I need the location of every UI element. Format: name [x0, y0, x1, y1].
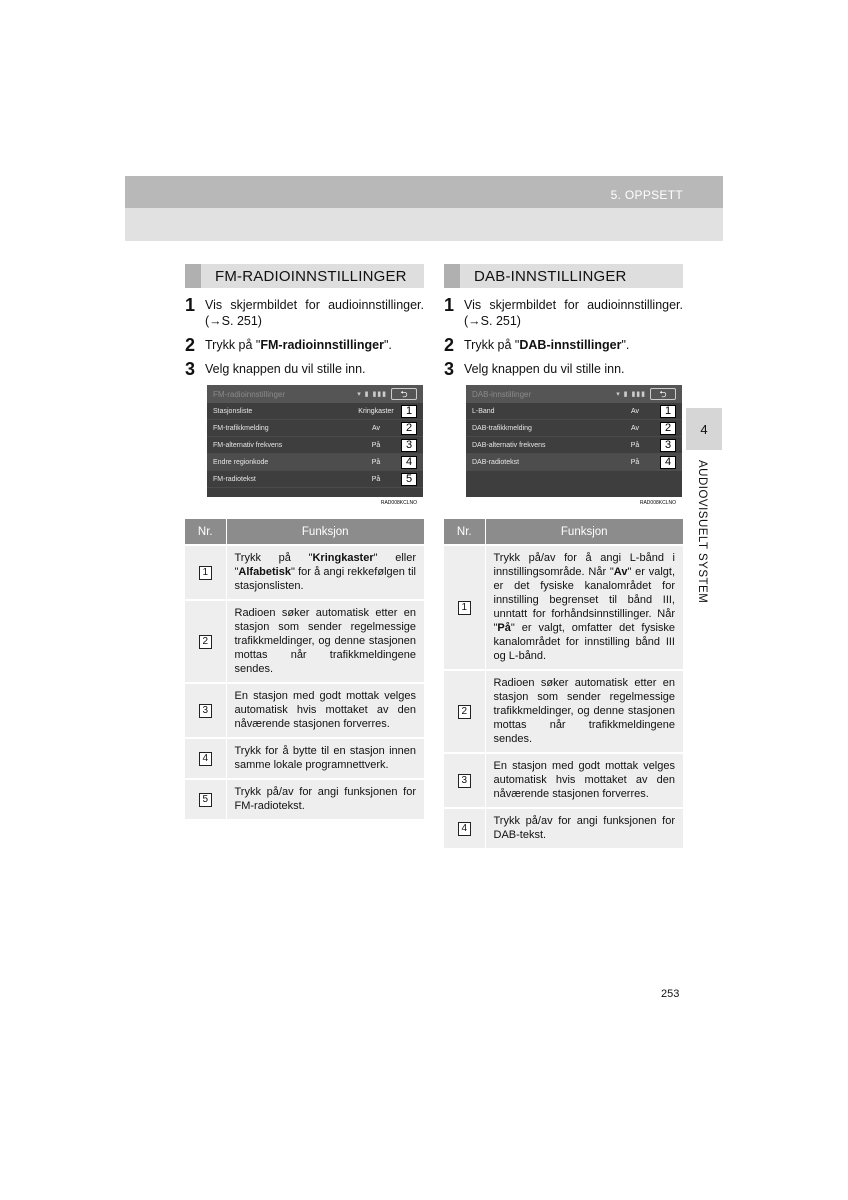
row-function-text: [226, 545, 424, 600]
chapter-label: AUDIOVISUELT SYSTEM: [696, 460, 708, 604]
step: [185, 361, 424, 377]
step: [444, 361, 683, 377]
image-code: RAD008KCLNO: [380, 500, 417, 506]
row-number-cell: [185, 779, 226, 819]
setting-label: L-Band: [472, 407, 495, 415]
screen-header: [207, 385, 423, 403]
table-row: [444, 545, 683, 670]
function-text-bold: Alfabetisk: [238, 566, 291, 578]
back-button[interactable]: ⮌: [391, 388, 417, 400]
callout-number: 4: [660, 456, 676, 469]
dab-steps: [444, 297, 683, 377]
callout-number: 2: [660, 422, 676, 435]
screen-setting-row[interactable]: [207, 403, 423, 420]
image-code: RAD008KCLNO: [639, 500, 676, 506]
row-function-text: [226, 779, 424, 819]
step-text: [464, 337, 683, 353]
setting-value: Kringkaster: [358, 407, 394, 415]
chapter-tab: [686, 408, 722, 450]
row-number: 2: [458, 705, 471, 719]
row-function-text: [485, 670, 683, 753]
screen-title: DAB-innstillinger: [472, 389, 532, 399]
header-subbar: [125, 208, 723, 241]
row-function-text: [485, 753, 683, 808]
row-number: 2: [199, 635, 212, 649]
row-number: 4: [458, 822, 471, 836]
function-text-bold: Av: [613, 566, 628, 578]
step-text-bold: FM-radioinnstillinger: [260, 338, 384, 352]
screen-setting-row[interactable]: [466, 403, 682, 420]
setting-label: DAB-trafikkmelding: [472, 424, 532, 432]
screen-setting-row[interactable]: [466, 420, 682, 437]
row-function-text: [485, 808, 683, 848]
function-text: Trykk på ": [234, 552, 313, 564]
function-text: " for å angi rekkefølgen til stasjonslisten.: [234, 566, 416, 592]
step-number: 3: [185, 359, 196, 379]
function-text: En stasjon med godt mottak velges automatisk hvis mottaket av den nåværende stasjonen forverres.: [493, 760, 675, 800]
row-number: 3: [458, 774, 471, 788]
row-number-cell: [185, 600, 226, 683]
row-number: 1: [458, 601, 471, 615]
col-header-nr: Nr.: [185, 519, 226, 545]
function-text: Trykk for å bytte til en stasjon innen samme lokale programnettverk.: [234, 745, 416, 771]
step-number: 1: [444, 295, 455, 315]
signal-icon: ▾ ▮ ▮▮▮: [616, 391, 646, 398]
row-number-cell: [185, 738, 226, 779]
col-header-function: Funksjon: [226, 519, 424, 545]
setting-label: FM-radiotekst: [213, 475, 256, 483]
setting-value: Av: [371, 424, 381, 432]
row-function-text: [226, 738, 424, 779]
row-function-text: [226, 683, 424, 738]
fm-settings-screenshot: [207, 385, 423, 506]
step-number: 3: [444, 359, 455, 379]
setting-label: DAB-radiotekst: [472, 458, 520, 466]
table-row: [444, 670, 683, 753]
screen-setting-row[interactable]: [207, 420, 423, 437]
screen-setting-row[interactable]: [466, 437, 682, 454]
chapter-number: 4: [700, 421, 708, 437]
setting-label: FM-trafikkmelding: [213, 424, 269, 432]
table-row: [444, 753, 683, 808]
step-text: Velg knappen du vil stille inn.: [464, 362, 625, 376]
setting-value: På: [371, 458, 381, 466]
function-text: En stasjon med godt mottak velges automatisk hvis mottaket av den nåværende stasjonen forverres.: [234, 690, 416, 730]
dab-settings-screenshot: [466, 385, 682, 506]
callout-number: 5: [401, 473, 417, 486]
step: [185, 337, 424, 353]
fm-section-title: FM-RADIOINNSTILLINGER: [185, 264, 424, 288]
callout-number: 1: [401, 405, 417, 418]
screen-title: FM-radioinnstillinger: [213, 389, 286, 399]
table-row: [185, 545, 424, 600]
setting-value: På: [371, 441, 381, 449]
table-row: [185, 683, 424, 738]
col-header-nr: Nr.: [444, 519, 485, 545]
screen-status-icons: [357, 388, 417, 400]
function-text: Trykk på/av for angi funksjonen for FM-radiotekst.: [234, 786, 416, 812]
function-text: " eller ": [234, 552, 416, 578]
row-number: 1: [199, 566, 212, 580]
callout-number: 2: [401, 422, 417, 435]
screen-status-icons: [616, 388, 676, 400]
row-number-cell: [444, 670, 485, 753]
function-text: Trykk på/av for angi funksjonen for DAB-tekst.: [493, 815, 675, 841]
step-text: Velg knappen du vil stille inn.: [205, 362, 366, 376]
row-number-cell: [444, 808, 485, 848]
step-number: 2: [444, 335, 455, 355]
signal-icon: ▾ ▮ ▮▮▮: [357, 391, 387, 398]
fm-settings-column: [185, 264, 424, 819]
function-text: Trykk på/av for å angi L-bånd i innstillingsområde. Når ": [493, 552, 675, 578]
setting-value: På: [371, 475, 381, 483]
table-row: [444, 808, 683, 848]
callout-number: 1: [660, 405, 676, 418]
table-row: [185, 779, 424, 819]
screen-setting-row[interactable]: [207, 437, 423, 454]
setting-value: Av: [630, 424, 640, 432]
section-label: 5. OPPSETT: [610, 188, 683, 202]
function-text-bold: Kringkaster: [312, 552, 374, 564]
step-text-post: ".: [383, 338, 392, 352]
setting-label: FM-alternativ frekvens: [213, 441, 283, 449]
setting-value: På: [630, 441, 640, 449]
table-row: [185, 738, 424, 779]
row-number: 5: [199, 793, 212, 807]
dab-function-table: [444, 519, 683, 848]
function-text: " er valgt, er det fysiske kanalområdet for innstilling begrenset til bånd III, unntatt for forhåndsinnstillinger. Når ": [493, 566, 675, 634]
row-number-cell: [185, 545, 226, 600]
step-number: 1: [185, 295, 196, 315]
step-number: 2: [185, 335, 196, 355]
function-text: Radioen søker automatisk etter en stasjon som sender regelmessige trafikkmeldinger, og denne stasjonen mottas når trafikkmeldingene sendes.: [234, 607, 416, 675]
screen-setting-row[interactable]: [466, 454, 682, 471]
setting-label: Stasjonsliste: [213, 407, 253, 415]
row-function-text: [226, 600, 424, 683]
row-number-cell: [444, 753, 485, 808]
header-bar: [125, 176, 723, 208]
screen-setting-row[interactable]: [207, 454, 423, 471]
back-button[interactable]: ⮌: [650, 388, 676, 400]
row-number: 4: [199, 752, 212, 766]
setting-value: På: [630, 458, 640, 466]
row-number-cell: [185, 683, 226, 738]
step-text: Vis skjermbildet for audioinnstillinger. (→S. 251): [464, 298, 683, 328]
page-number: 253: [661, 988, 680, 1000]
row-number: 3: [199, 704, 212, 718]
step-text: Vis skjermbildet for audioinnstillinger. (→S. 251): [205, 298, 424, 328]
screen-setting-row[interactable]: [207, 471, 423, 488]
step: [444, 297, 683, 329]
row-number-cell: [444, 545, 485, 670]
function-text: Radioen søker automatisk etter en stasjon som sender regelmessige trafikkmeldinger, og denne stasjonen mottas når trafikkmeldingene sendes.: [493, 677, 675, 745]
fm-steps: [185, 297, 424, 377]
step: [444, 337, 683, 353]
step-text: [205, 337, 424, 353]
screen-header: [466, 385, 682, 403]
setting-label: DAB-alternativ frekvens: [472, 441, 546, 449]
table-row: [185, 600, 424, 683]
function-text-bold: På: [497, 622, 511, 634]
step: [185, 297, 424, 329]
step-text-bold: DAB-innstillinger: [519, 338, 622, 352]
callout-number: 3: [660, 439, 676, 452]
row-function-text: [485, 545, 683, 670]
step-text-pre: Trykk på ": [205, 338, 261, 352]
dab-settings-column: [444, 264, 683, 848]
callout-number: 4: [401, 456, 417, 469]
fm-function-table: [185, 519, 424, 819]
function-text: " er valgt, omfatter det fysiske kanalområdet for innstilling bånd III og L-bånd.: [493, 622, 675, 662]
step-text-post: ".: [621, 338, 630, 352]
setting-value: Av: [630, 407, 640, 415]
dab-section-title: DAB-INNSTILLINGER: [444, 264, 683, 288]
setting-label: Endre regionkode: [213, 458, 269, 466]
callout-number: 3: [401, 439, 417, 452]
step-text-pre: Trykk på ": [464, 338, 520, 352]
col-header-function: Funksjon: [485, 519, 683, 545]
